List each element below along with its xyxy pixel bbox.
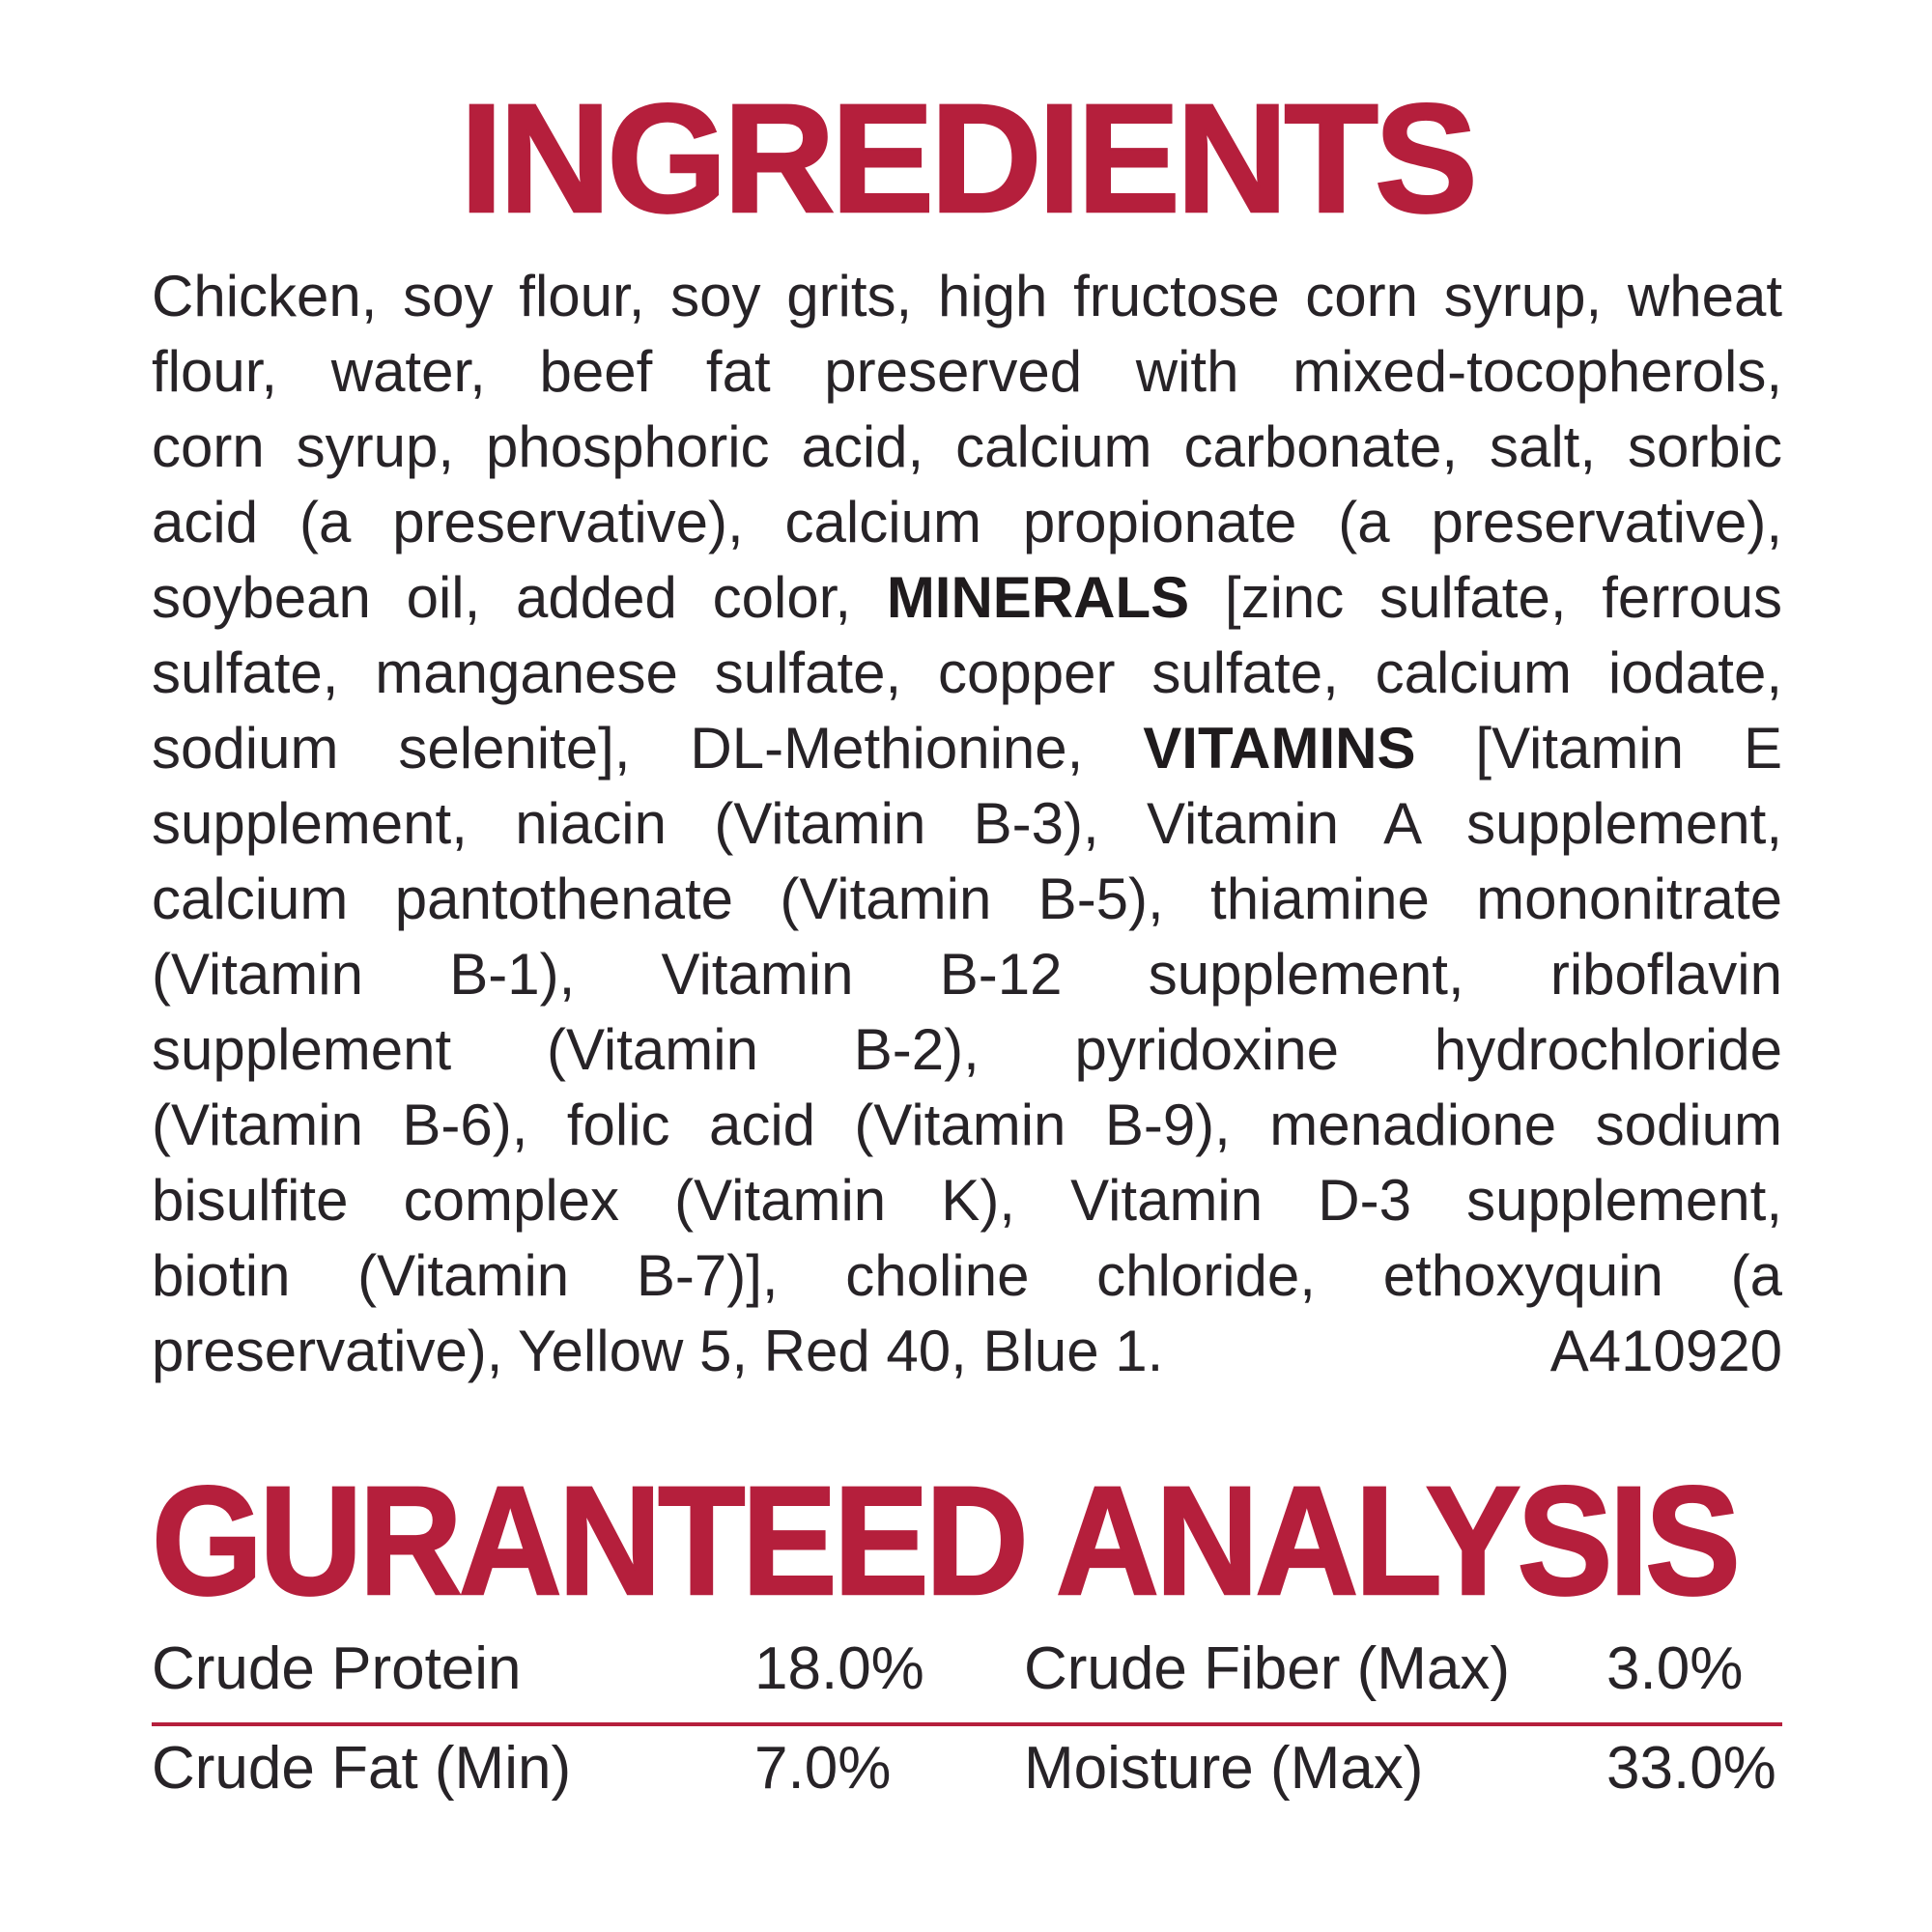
ingredients-line: sodium selenite], DL-Methionine, VITAMINS [Vitamin E — [152, 716, 1783, 781]
ingredients-line: supplement (Vitamin B-2), pyridoxine hydrochloride — [152, 1017, 1782, 1082]
ingredients-heading: INGREDIENTS — [460, 71, 1474, 244]
ingredients-line: supplement, niacin (Vitamin B-3), Vitamin A supplement, — [152, 791, 1782, 856]
ingredients-line: Chicken, soy flour, soy grits, high fructose corn syrup, wheat — [152, 264, 1782, 328]
ingredients-line: corn syrup, phosphoric acid, calcium carbonate, salt, sorbic — [152, 414, 1782, 479]
ingredients-last-line — [152, 1314, 1782, 1389]
analysis-table — [152, 1635, 1782, 1803]
analysis-value: 33.0% — [1606, 1735, 1776, 1802]
product-code: A410920 — [1549, 1319, 1782, 1383]
ingredients-line: (Vitamin B-1), Vitamin B-12 supplement, riboflavin — [152, 942, 1782, 1007]
analysis-value: 18.0% — [754, 1635, 924, 1702]
analysis-row — [152, 1635, 1782, 1703]
ingredients-last-line-text: preservative), Yellow 5, Red 40, Blue 1. — [152, 1319, 1164, 1383]
ingredients-paragraph — [152, 259, 1782, 1389]
analysis-value: 7.0% — [754, 1735, 892, 1802]
guaranteed-analysis-heading: GURANTEED ANALYSIS — [152, 1454, 1738, 1627]
ingredients-line: biotin (Vitamin B-7)], choline chloride, ethoxyquin (a — [152, 1243, 1782, 1308]
ingredients-line: calcium pantothenate (Vitamin B-5), thiamine mononitrate — [152, 867, 1782, 931]
analysis-label: Crude Protein — [152, 1635, 522, 1702]
analysis-divider-line — [152, 1722, 1782, 1726]
ingredients-line: acid (a preservative), calcium propionate (a preservative), — [152, 490, 1782, 554]
analysis-value: 3.0% — [1606, 1635, 1744, 1702]
ingredients-line: soybean oil, added color, MINERALS [zinc sulfate, ferrous — [152, 565, 1782, 630]
analysis-row — [152, 1735, 1782, 1803]
ingredients-line: sulfate, manganese sulfate, copper sulfate, calcium iodate, — [152, 640, 1782, 705]
analysis-label: Moisture (Max) — [1024, 1735, 1424, 1802]
analysis-label: Crude Fiber (Max) — [1024, 1635, 1510, 1702]
analysis-label: Crude Fat (Min) — [152, 1735, 572, 1802]
ingredients-line: (Vitamin B-6), folic acid (Vitamin B-9), menadione sodium — [152, 1093, 1782, 1157]
ingredients-line: bisulfite complex (Vitamin K), Vitamin D-3 supplement, — [152, 1168, 1782, 1233]
ingredients-line: flour, water, beef fat preserved with mixed-tocopherols, — [152, 339, 1782, 404]
